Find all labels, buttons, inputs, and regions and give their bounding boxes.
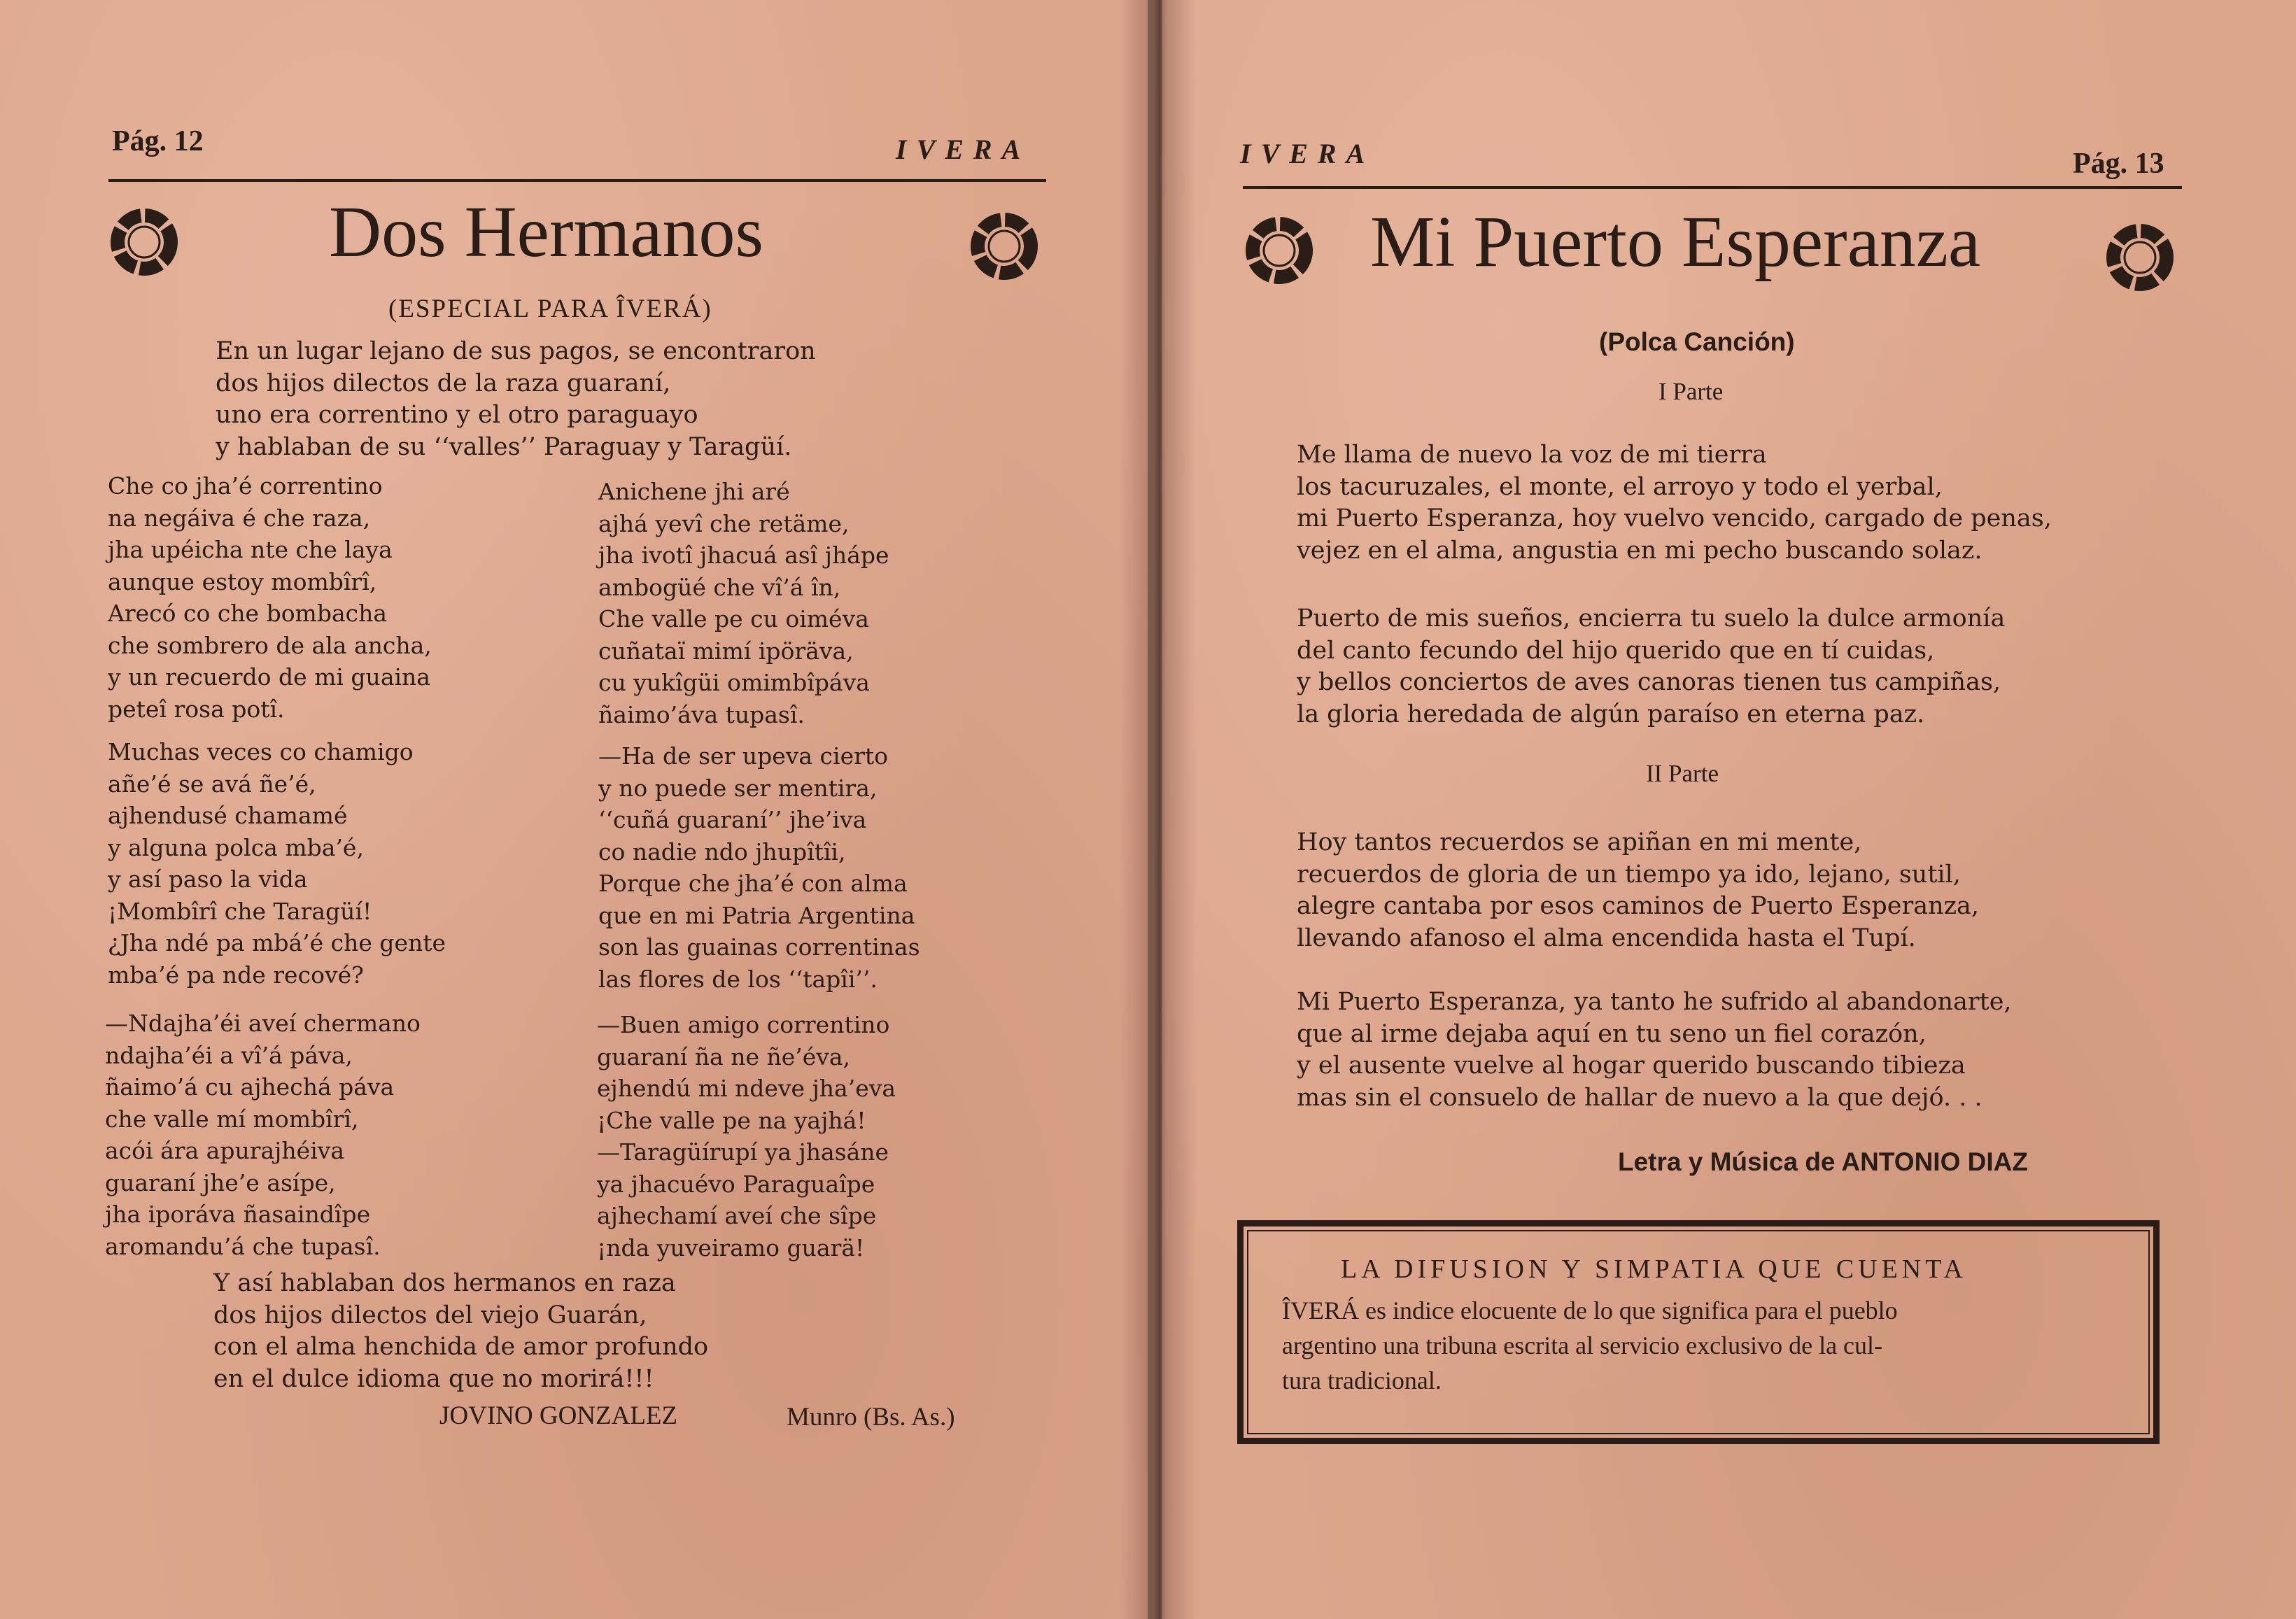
right-header-rule: [1243, 186, 2182, 189]
song-stanza-3: Hoy tantos recuerdos se apiñan en mi mente, recuerdos de gloria de un tiempo ya ido, lejano, sutil, alegre cantaba por esos caminos de Puerto Esperanza, llevando afanoso el alma encendida hasta el Tupí.: [1297, 828, 1980, 952]
verse-right-2: —Ha de ser upeva cierto y no puede ser mentira, ‘‘cuñá guaraní’’ jhe’iva co nadie ndo jhupîtîi, Porque che jha’é con alma que en mi Patria Argentina son las guainas correntinas las flores de los ‘‘tapîi’’.: [598, 742, 920, 993]
song-stanza-2: Puerto de mis sueños, encierra tu suelo la dulce armonía del canto fecundo del hijo querido que en tí cuidas, y bellos conciertos de aves canoras tienen tus campiñas, la gloria heredada de algún paraíso en eterna paz.: [1297, 605, 2006, 728]
author-name: JOVINO GONZALEZ: [439, 1401, 678, 1430]
verse-right-1: Anichene jhi aré ajhá yevî che retäme, jha ivotî jhacuá asî jhápe ambogüé che vî’á în, Che valle pe cu oiméva cuñataï mimí ipöräva, cu yukîgüi omimbîpáva ñaimo’áva tupasî.: [598, 478, 889, 728]
intro-stanza: En un lugar lejano de sus pagos, se encontraron dos hijos dilectos de la raza guaraní, uno era correntino y el otro paraguayo y hablaban de su ‘‘valles’’ Paraguay y Taragüí.: [216, 337, 816, 461]
right-page-number: Pág. 13: [2073, 148, 2164, 180]
notice-body: ÎVERÁ es indice elocuente de lo que significa para el pueblo argentino una tribuna escrita al servicio exclusivo de la cul- tura tradicional.: [1282, 1296, 1898, 1394]
song-credit: [1618, 1147, 2028, 1177]
ring-ornament-icon: [969, 211, 1039, 281]
author-place: Munro (Bs. As.): [787, 1403, 955, 1431]
article-title: Dos Hermanos: [329, 192, 764, 272]
article-subtitle: (ESPECIAL PARA ÎVERÁ): [388, 295, 712, 323]
song-stanza-1: Me llama de nuevo la voz de mi tierra los tacuruzales, el monte, el arroyo y todo el yerbal, mi Puerto Esperanza, hoy vuelvo vencido, cargado de penas, vejez en el alma, angustia en mi pecho buscando solaz.: [1297, 441, 2052, 565]
verse-left-2: Muchas veces co chamigo añe’é se avá ñe’é, ajhendusé chamamé y alguna polca mba’é, y así paso la vida ¡Mombîrî che Taragüí! ¿Jha ndé pa mbá’é che gente mba’é pa nde recové?: [108, 738, 446, 989]
book-gutter: [1120, 0, 1197, 1619]
song-subtitle: (Polca Canción): [1599, 327, 1795, 356]
part-one-heading: I Parte: [1658, 378, 1724, 405]
right-running-header: IVERA: [1240, 138, 1375, 169]
credit-author: ANTONIO DIAZ: [1841, 1147, 2028, 1176]
song-stanza-4: Mi Puerto Esperanza, ya tanto he sufrido al abandonarte, que al irme dejaba aquí en tu seno un fiel corazón, y el ausente vuelve al hogar querido buscando tibieza mas sin el consuelo de hallar de nuevo a la que dejó. . .: [1297, 988, 2012, 1112]
credit-prefix: Letra y Música de: [1618, 1147, 1842, 1176]
left-running-header: IVERA: [896, 134, 1031, 165]
verse-right-3: —Buen amigo correntino guaraní ña ne ñe’éva, ejhendú mi ndeve jha’eva ¡Che valle pe na yajhá! —Taragüírupí ya jhasáne ya jhacuévo Paraguaîpe ajhechamí aveí che sîpe ¡nda yuveiramo guarä!: [597, 1011, 896, 1261]
ring-ornament-icon: [2105, 222, 2175, 292]
part-two-heading: II Parte: [1646, 760, 1719, 787]
verse-left-1: Che co jha’é correntino na negáiva é che raza, jha upéicha nte che laya aunque estoy mombîrî, Arecó co che bombacha che sombrero de ala ancha, y un recuerdo de mi guaina peteî rosa potî.: [108, 472, 432, 723]
closing-stanza: Y así hablaban dos hermanos en raza dos hijos dilectos del viejo Guarán, con el alma henchida de amor profundo en el dulce idioma que no morirá!!!: [213, 1269, 709, 1393]
notice-heading: LA DIFUSION Y SIMPATIA QUE CUENTA: [1341, 1254, 1967, 1284]
verse-left-3: —Ndajha’éi aveí chermano ndajha’éi a vî’á páva, ñaimo’á cu ajhechá páva che valle mí mombîrî, acói ára apurajhéiva guaraní jhe’e asípe, jha iporáva ñasaindîpe aromandu’á che tupasî.: [105, 1010, 421, 1260]
left-header-rule: [108, 179, 1046, 182]
song-title: Mi Puerto Esperanza: [1370, 202, 1981, 282]
ring-ornament-icon: [1244, 215, 1314, 285]
left-page-number: Pág. 12: [112, 125, 204, 157]
ring-ornament-icon: [109, 207, 179, 277]
